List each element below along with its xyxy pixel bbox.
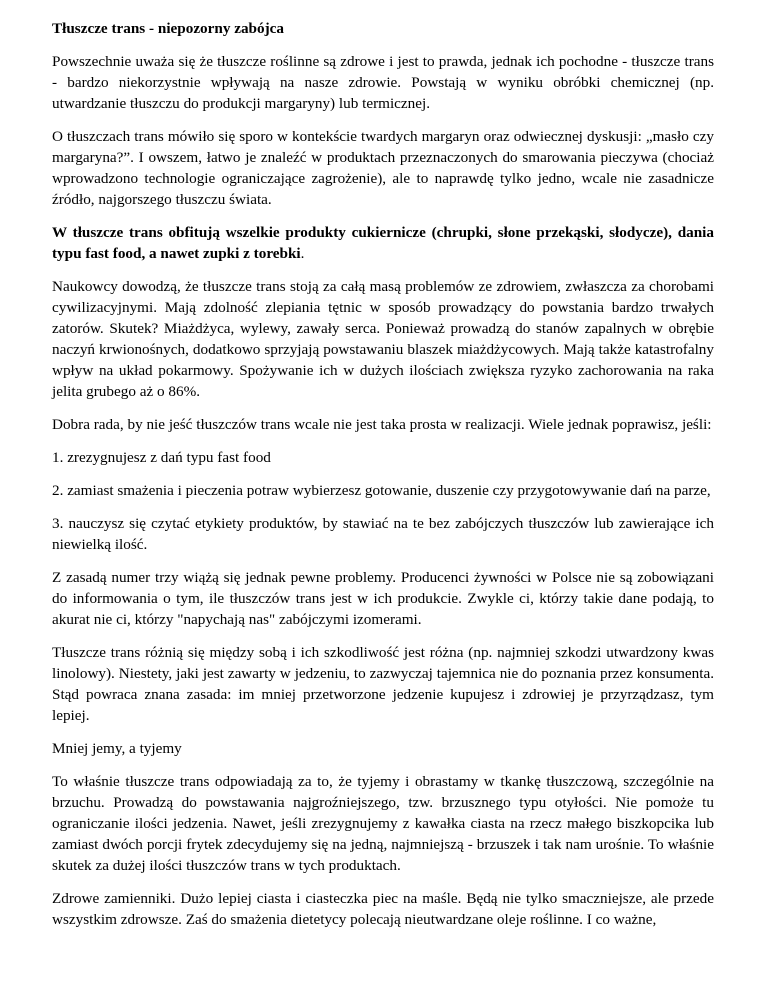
paragraph-intro: Powszechnie uważa się że tłuszcze roślinne są zdrowe i jest to prawda, jednak ich pochodne - tłuszcze trans - bardzo niekorzystnie wpływają na nasze zdrowie. Powstają w wyniku obróbki chemicznej (np. utwardzanie tłuszczu do produkcji margaryny) lub termicznej. <box>52 53 714 112</box>
paragraph-margarine: O tłuszczach trans mówiło się sporo w kontekście twardych margaryn oraz odwiecznej dyskusji: „masło czy margaryna?”. I owszem, łatwo je znaleźć w produktach przeznaczonych do smarowania pieczywa (chociaż wprowadzono technologie ograniczające zagrożenie), ale to naprawdę tylko jedno, wcale nie zasadnicze źródło, najgorszego tłuszczu świata. <box>52 128 714 208</box>
document-title: Tłuszcze trans - niepozorny zabójca <box>52 20 284 37</box>
paragraph-health-effects: Naukowcy dowodzą, że tłuszcze trans stoją za całą masą problemów ze zdrowiem, zwłaszcza za chorobami cywilizacyjnymi. Mają zdolność zlepiania tętnic w sposób prowadzący do powstania bardzo trwałych zatorów. Skutek? Miażdżyca, wylewy, zawały serca. Ponieważ prowadzą do stanów zapalnych w obrębie naczyń krwionośnych, dodatkowo sprzyjają powstawaniu blaszek miażdżycowych. Mają także katastrofalny wpływ na układ pokarmowy. Spożywanie ich w dużych ilościach zwiększa ryzyko zachorowania na raka jelita grubego aż o 86%. <box>52 278 714 400</box>
paragraph-rule-three: Z zasadą numer trzy wiążą się jednak pewne problemy. Producenci żywności w Polsce nie są zobowiązani do informowania o tym, ile tłuszczów trans jest w ich produkcie. Zwykle ci, którzy takie dane podają, to akurat nie ci, którzy "napychają nas" zabójczymi izomerami. <box>52 569 714 628</box>
document-page <box>52 18 714 942</box>
paragraph-sources-bold: W tłuszcze trans obfitują wszelkie produkty cukiernicze (chrupki, słone przekąski, słodycze), dania typu fast food, a nawet zupki z torebki <box>52 224 714 262</box>
paragraph-substitutes: Zdrowe zamienniki. Dużo lepiej ciasta i ciasteczka piec na maśle. Będą nie tylko smaczniejsze, ale przede wszystkim zdrowsze. Zaś do smażenia dietetycy polecają nieutwardzane oleje roślinne. I co ważne, <box>52 890 714 928</box>
list-item-1: 1. zrezygnujesz z dań typu fast food <box>52 449 271 466</box>
paragraph-sources-period: . <box>300 245 305 262</box>
paragraph-differences: Tłuszcze trans różnią się między sobą i ich szkodliwość jest różna (np. najmniej szkodzi utwardzony kwas linolowy). Niestety, jaki jest zawarty w jedzeniu, to zazwyczaj tajemnica nie do poznania przez konsumenta. Stąd powraca znana zasada: im mniej przetworzone jedzenie kupujesz i zdrowiej je przyrządzasz, tym lepiej. <box>52 644 714 724</box>
paragraph-advice: Dobra rada, by nie jeść tłuszczów trans wcale nie jest taka prosta w realizacji. Wiele jednak poprawisz, jeśli: <box>52 416 712 433</box>
list-item-2: 2. zamiast smażenia i pieczenia potraw wybierzesz gotowanie, duszenie czy przygotowywanie dań na parze, <box>52 482 711 499</box>
section-heading-weight: Mniej jemy, a tyjemy <box>52 740 182 757</box>
list-item-3: 3. nauczysz się czytać etykiety produktów, by stawiać na te bez zabójczych tłuszczów lub zawierające ich niewielką ilość. <box>52 515 714 553</box>
paragraph-weight: To właśnie tłuszcze trans odpowiadają za to, że tyjemy i obrastamy w tkankę tłuszczową, szczególnie na brzuchu. Prowadzą do powstawania najgroźniejszego, tzw. brzusznego typu otyłości. Nie pomoże tu ograniczanie ilości jedzenia. Nawet, jeśli zrezygnujemy z kawałka ciasta na rzecz małego biszkopcika lub zamiast dwóch porcji frytek zdecydujemy się na jedną, najmniejszą - brzuszek i tak nam urośnie. To właśnie skutek za dużej ilości tłuszczów trans w tych produktach. <box>52 773 714 874</box>
paragraph-sources <box>52 222 714 264</box>
